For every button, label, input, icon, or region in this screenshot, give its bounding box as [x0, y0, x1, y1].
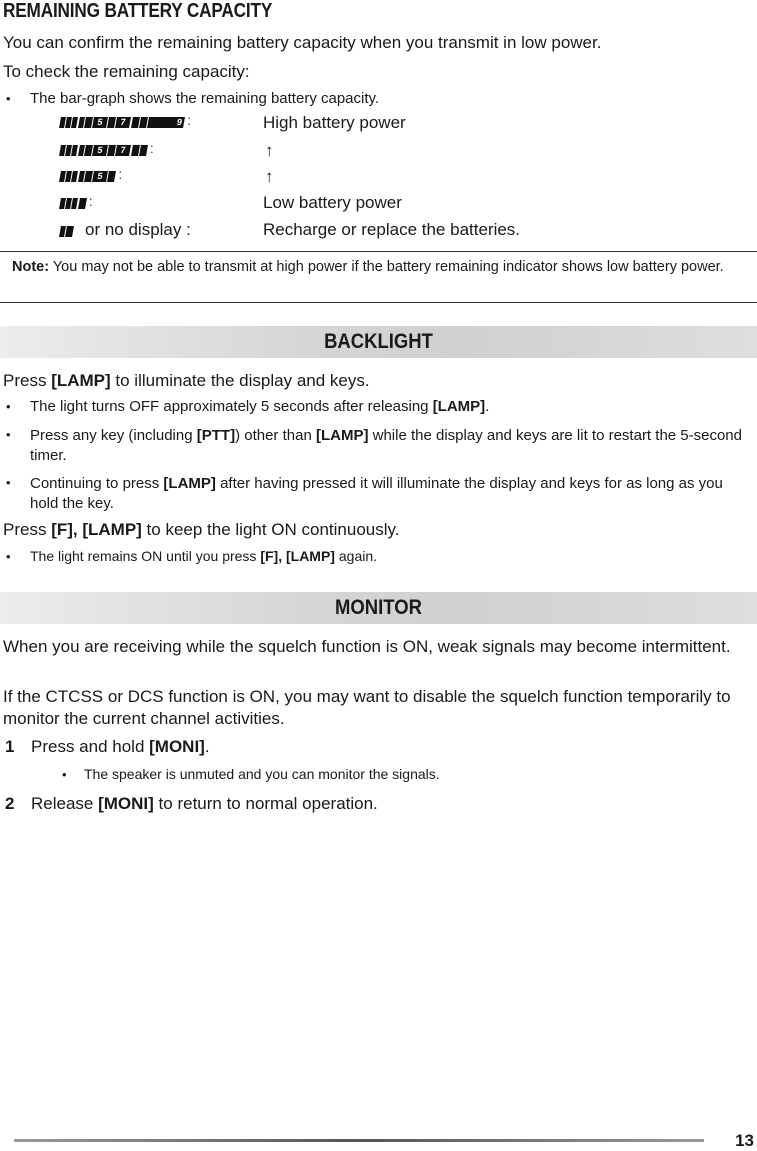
battery-bar-low: :	[60, 197, 93, 209]
battery-check-label: To check the remaining capacity:	[3, 62, 250, 81]
backlight-bullet-3: Continuing to press [LAMP] after having pressed it will illuminate the display and keys for as long as you hold the key.	[30, 475, 723, 512]
lamp-key: [LAMP]	[51, 371, 111, 390]
bullet-icon: •	[6, 475, 11, 490]
monitor-step-2: Release [MONI] to return to normal operation.	[31, 794, 378, 813]
note-text	[12, 258, 750, 277]
note-body: You may not be able to transmit at high power if the battery remaining indicator shows low battery power.	[52, 259, 724, 275]
backlight-bullet-2: Press any key (including [PTT]) other than [LAMP] while the display and keys are lit to restart the 5-second timer.	[30, 427, 742, 464]
up-arrow-icon: ↑	[265, 167, 274, 186]
page-number: 13	[735, 1131, 754, 1150]
monitor-step-1: Press and hold [MONI].	[31, 737, 210, 756]
footer-rule	[14, 1139, 704, 1142]
bullet-icon: •	[6, 399, 11, 414]
bullet-icon: •	[6, 427, 11, 442]
battery-bullet: The bar-graph shows the remaining battery capacity.	[30, 90, 380, 107]
battery-intro: You can confirm the remaining battery capacity when you transmit in low power.	[3, 33, 602, 52]
backlight-line1: Press [LAMP] to illuminate the display and keys.	[3, 371, 370, 390]
monitor-para-2: If the CTCSS or DCS function is ON, you may want to disable the squelch function temporarily to monitor the current channel activities.	[3, 687, 731, 728]
bullet-icon: •	[6, 549, 11, 564]
no-display-label: or no display :	[85, 220, 191, 239]
battery-bar-empty	[60, 225, 74, 237]
level-high: High battery power	[263, 113, 406, 132]
section-title-battery: REMAINING BATTERY CAPACITY	[3, 0, 273, 22]
note-label: Note:	[12, 259, 50, 275]
bullet-icon: •	[62, 767, 67, 782]
backlight-line2: Press [F], [LAMP] to keep the light ON continuously.	[3, 520, 400, 539]
battery-bar-low-mid: 5 :	[60, 170, 122, 182]
up-arrow-icon: ↑	[265, 141, 274, 160]
backlight-bullet-1: The light turns OFF approximately 5 seconds after releasing [LAMP].	[30, 398, 490, 415]
level-recharge: Recharge or replace the batteries.	[263, 220, 521, 239]
bullet-icon: •	[6, 91, 11, 106]
step-number: 2	[5, 794, 15, 813]
level-low: Low battery power	[263, 193, 402, 212]
monitor-para-1: When you are receiving while the squelch function is ON, weak signals may become intermittent.	[3, 637, 731, 656]
battery-bar-mid: 5 7 :	[60, 144, 154, 156]
section-title-monitor: MONITOR	[335, 596, 422, 619]
battery-bar-full: 5 7 9 :	[60, 116, 191, 128]
backlight-bullet-4: The light remains ON until you press [F], [LAMP] again.	[30, 548, 378, 564]
step-number: 1	[5, 737, 15, 756]
section-title-backlight: BACKLIGHT	[324, 330, 433, 353]
monitor-step-1-bullet: The speaker is unmuted and you can monitor the signals.	[84, 766, 440, 782]
